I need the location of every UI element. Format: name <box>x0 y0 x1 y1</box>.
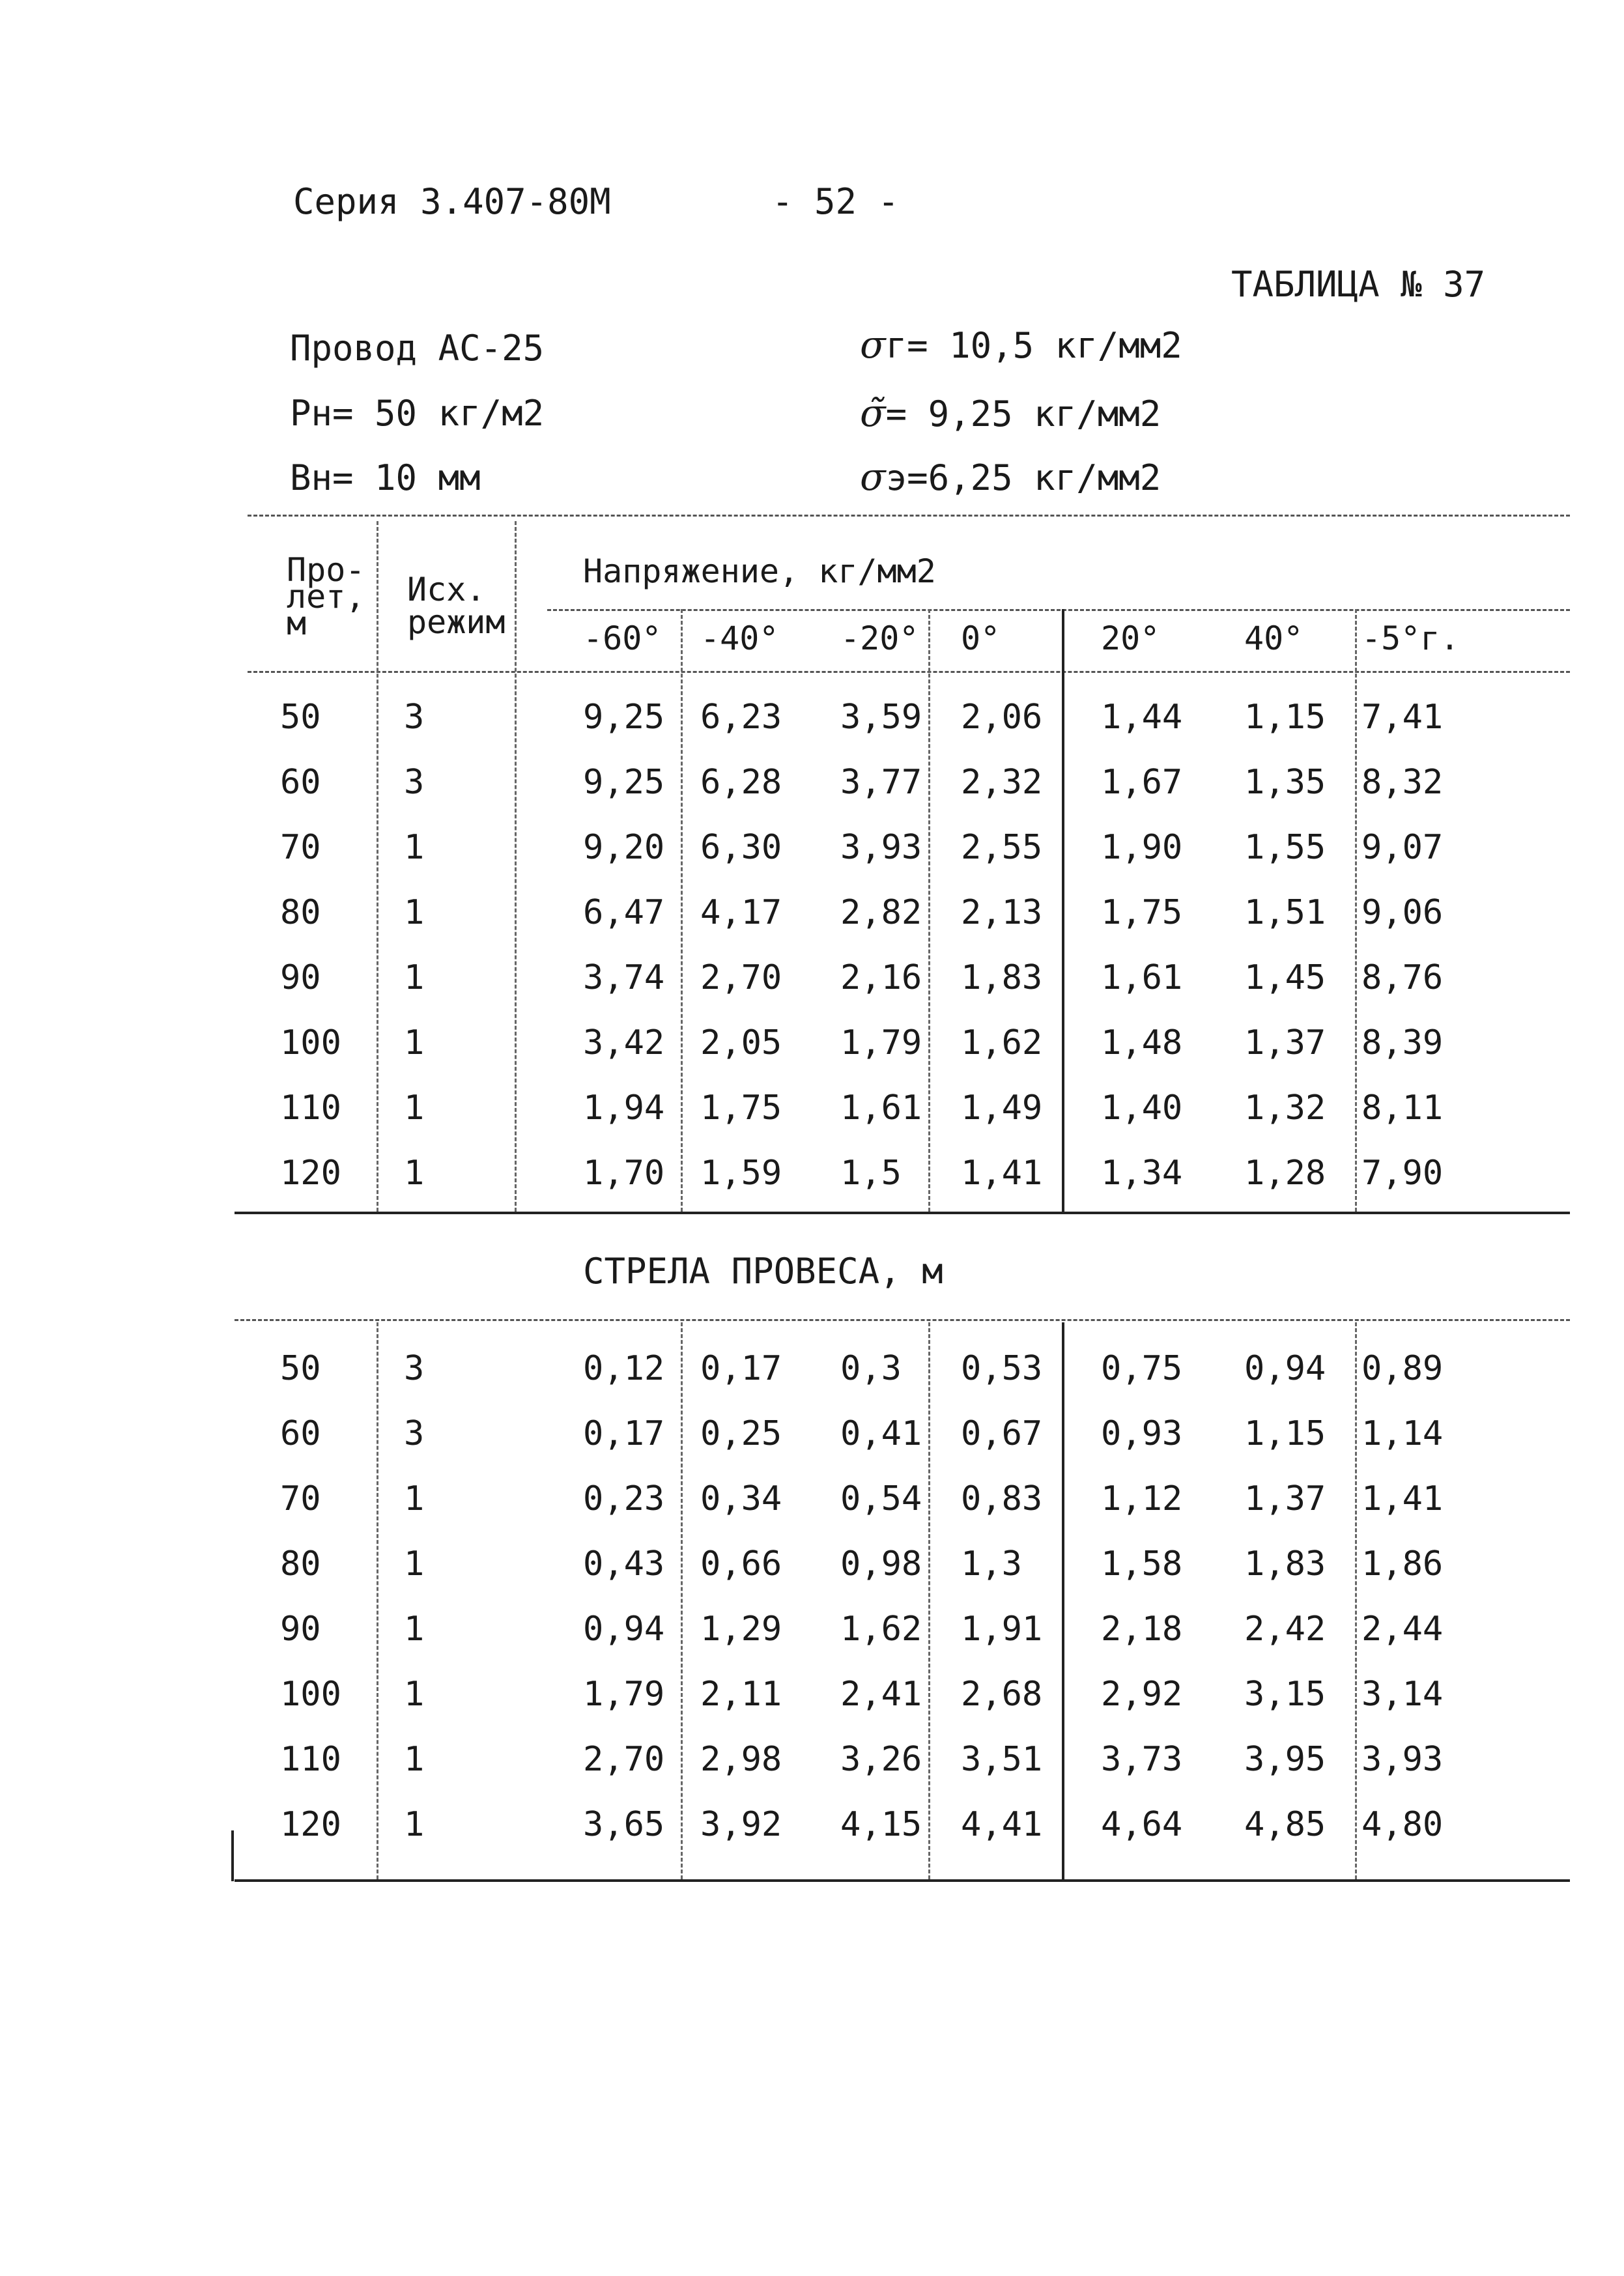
sag-value-cell: 4,64 <box>1101 1805 1183 1844</box>
sigma-g-symbol: σ <box>860 322 886 367</box>
sag-value-cell: 4,15 <box>840 1805 922 1844</box>
stress-value-cell: 2,13 <box>961 893 1043 932</box>
stress-value-cell: 8,39 <box>1361 1023 1444 1062</box>
sag-col-divider-5g <box>1355 1322 1357 1879</box>
temp-header: -40° <box>700 619 779 657</box>
sag-title: СТРЕЛА ПРОВЕСА, м <box>583 1251 943 1292</box>
sigma-minus-text: = 9,25 кг/мм2 <box>885 393 1161 434</box>
stress-value-cell: 9,20 <box>583 828 665 867</box>
col-divider-20 <box>1062 609 1064 1212</box>
stress-value-cell: 1,35 <box>1244 763 1326 802</box>
temp-header: 40° <box>1244 619 1303 657</box>
sag-span-cell: 90 <box>280 1610 321 1649</box>
sag-value-cell: 3,26 <box>840 1740 922 1779</box>
sag-value-cell: 0,94 <box>583 1610 665 1649</box>
sag-value-cell: 0,17 <box>583 1414 665 1453</box>
stress-value-cell: 9,25 <box>583 763 665 802</box>
sag-value-cell: 0,93 <box>1101 1414 1183 1453</box>
stress-value-cell: 1,32 <box>1244 1088 1326 1128</box>
stress-value-cell: 1,61 <box>840 1088 922 1128</box>
sag-col-divider-0 <box>928 1322 930 1879</box>
stress-value-cell: 7,90 <box>1361 1154 1444 1193</box>
sag-mode-cell: 1 <box>404 1544 425 1584</box>
stress-mode-cell: 1 <box>404 958 425 997</box>
header-mode: Исх. режим <box>407 571 506 641</box>
stress-mode-cell: 3 <box>404 763 425 802</box>
sag-col-divider-span <box>377 1322 378 1879</box>
sigma-e-text: э=6,25 кг/мм2 <box>885 457 1161 498</box>
stress-subheader-rule <box>547 609 1570 611</box>
sag-span-cell: 60 <box>280 1414 321 1453</box>
sigma-g-param <box>860 322 1182 367</box>
sag-value-cell: 3,73 <box>1101 1740 1183 1779</box>
sag-value-cell: 1,86 <box>1361 1544 1444 1584</box>
col-divider-5g <box>1355 609 1357 1212</box>
sag-left-edge <box>231 1830 234 1881</box>
sag-span-cell: 50 <box>280 1349 321 1388</box>
stress-value-cell: 6,23 <box>700 698 782 737</box>
sag-value-cell: 0,3 <box>840 1349 902 1388</box>
stress-value-cell: 8,76 <box>1361 958 1444 997</box>
stress-span-cell: 100 <box>280 1023 341 1062</box>
sag-value-cell: 1,12 <box>1101 1479 1183 1518</box>
col-divider-span <box>377 521 378 1212</box>
stress-value-cell: 6,30 <box>700 828 782 867</box>
table-bottom-rule <box>235 1879 1570 1882</box>
stress-value-cell: 9,25 <box>583 698 665 737</box>
stress-mode-cell: 1 <box>404 1023 425 1062</box>
temp-header: 20° <box>1101 619 1160 657</box>
stress-value-cell: 1,51 <box>1244 893 1326 932</box>
sag-value-cell: 3,92 <box>700 1805 782 1844</box>
sag-value-cell: 4,85 <box>1244 1805 1326 1844</box>
stress-value-cell: 4,17 <box>700 893 782 932</box>
stress-value-cell: 2,06 <box>961 698 1043 737</box>
sag-value-cell: 2,92 <box>1101 1675 1183 1714</box>
stress-value-cell: 1,75 <box>1101 893 1183 932</box>
stress-value-cell: 1,83 <box>961 958 1043 997</box>
sag-value-cell: 3,93 <box>1361 1740 1444 1779</box>
sag-span-cell: 110 <box>280 1740 341 1779</box>
stress-value-cell: 1,48 <box>1101 1023 1183 1062</box>
sag-col-divider-20 <box>1062 1322 1064 1879</box>
stress-value-cell: 1,75 <box>700 1088 782 1128</box>
sag-value-cell: 1,14 <box>1361 1414 1444 1453</box>
sag-value-cell: 4,41 <box>961 1805 1043 1844</box>
sag-value-cell: 2,11 <box>700 1675 782 1714</box>
sag-value-cell: 1,15 <box>1244 1414 1326 1453</box>
stress-value-cell: 1,94 <box>583 1088 665 1128</box>
sag-mode-cell: 1 <box>404 1805 425 1844</box>
stress-value-cell: 1,49 <box>961 1088 1043 1128</box>
stress-value-cell: 1,55 <box>1244 828 1326 867</box>
stress-value-cell: 1,67 <box>1101 763 1183 802</box>
sag-value-cell: 1,91 <box>961 1610 1043 1649</box>
stress-span-cell: 80 <box>280 893 321 932</box>
sag-value-cell: 0,66 <box>700 1544 782 1584</box>
header-stress-title: Напряжение, кг/мм2 <box>583 552 936 590</box>
sag-value-cell: 0,25 <box>700 1414 782 1453</box>
stress-mode-cell: 1 <box>404 1088 425 1128</box>
stress-value-cell: 2,55 <box>961 828 1043 867</box>
stress-value-cell: 2,32 <box>961 763 1043 802</box>
sag-value-cell: 0,41 <box>840 1414 922 1453</box>
stress-span-cell: 120 <box>280 1154 341 1193</box>
sag-value-cell: 0,67 <box>961 1414 1043 1453</box>
col-divider-40 <box>681 609 683 1212</box>
stress-value-cell: 1,59 <box>700 1154 782 1193</box>
sag-value-cell: 0,34 <box>700 1479 782 1518</box>
stress-value-cell: 6,28 <box>700 763 782 802</box>
sag-value-cell: 2,98 <box>700 1740 782 1779</box>
stress-value-cell: 7,41 <box>1361 698 1444 737</box>
sag-value-cell: 1,79 <box>583 1675 665 1714</box>
col-divider-0 <box>928 609 930 1212</box>
table-top-rule <box>248 515 1570 517</box>
series-title: Серия 3.407-80М <box>293 181 611 222</box>
sag-value-cell: 2,42 <box>1244 1610 1326 1649</box>
stress-value-cell: 1,61 <box>1101 958 1183 997</box>
sag-mode-cell: 3 <box>404 1414 425 1453</box>
col-divider-mode <box>515 521 517 1212</box>
stress-value-cell: 1,62 <box>961 1023 1043 1062</box>
sag-span-cell: 100 <box>280 1675 341 1714</box>
stress-value-cell: 9,06 <box>1361 893 1444 932</box>
stress-value-cell: 9,07 <box>1361 828 1444 867</box>
stress-value-cell: 3,42 <box>583 1023 665 1062</box>
sigma-e-symbol: σ <box>860 455 886 499</box>
header-span: Про- лет, м <box>287 551 365 642</box>
stress-value-cell: 1,28 <box>1244 1154 1326 1193</box>
sag-top-rule <box>235 1319 1570 1321</box>
wind-pressure: Рн= 50 кг/м2 <box>290 393 545 434</box>
sag-mode-cell: 1 <box>404 1479 425 1518</box>
sag-value-cell: 1,62 <box>840 1610 922 1649</box>
stress-span-cell: 50 <box>280 698 321 737</box>
stress-span-cell: 60 <box>280 763 321 802</box>
stress-bottom-rule <box>235 1212 1570 1214</box>
stress-value-cell: 8,32 <box>1361 763 1444 802</box>
sigma-minus-symbol: σ̃ <box>860 391 886 435</box>
sag-value-cell: 0,43 <box>583 1544 665 1584</box>
sag-mode-cell: 1 <box>404 1740 425 1779</box>
sag-value-cell: 3,65 <box>583 1805 665 1844</box>
sag-value-cell: 1,58 <box>1101 1544 1183 1584</box>
stress-value-cell: 2,82 <box>840 893 922 932</box>
stress-value-cell: 3,59 <box>840 698 922 737</box>
temp-header: -5°г. <box>1361 619 1460 657</box>
sag-value-cell: 0,75 <box>1101 1349 1183 1388</box>
table-label: ТАБЛИЦА № 37 <box>1231 264 1486 305</box>
sag-mode-cell: 1 <box>404 1675 425 1714</box>
sigma-g-text: г= 10,5 кг/мм2 <box>885 325 1182 366</box>
stress-value-cell: 1,90 <box>1101 828 1183 867</box>
sag-mode-cell: 3 <box>404 1349 425 1388</box>
stress-value-cell: 2,70 <box>700 958 782 997</box>
stress-value-cell: 8,11 <box>1361 1088 1444 1128</box>
stress-mode-cell: 3 <box>404 698 425 737</box>
temp-header: -20° <box>840 619 919 657</box>
header-bottom-rule <box>248 671 1570 673</box>
stress-mode-cell: 1 <box>404 828 425 867</box>
sag-value-cell: 0,17 <box>700 1349 782 1388</box>
sag-value-cell: 2,44 <box>1361 1610 1444 1649</box>
stress-value-cell: 3,74 <box>583 958 665 997</box>
stress-value-cell: 2,05 <box>700 1023 782 1062</box>
sigma-minus-param <box>860 391 1161 435</box>
temp-header: -60° <box>583 619 662 657</box>
sag-value-cell: 3,51 <box>961 1740 1043 1779</box>
sag-mode-cell: 1 <box>404 1610 425 1649</box>
stress-span-cell: 70 <box>280 828 321 867</box>
stress-value-cell: 2,16 <box>840 958 922 997</box>
sag-value-cell: 0,12 <box>583 1349 665 1388</box>
sag-value-cell: 1,41 <box>1361 1479 1444 1518</box>
ice-thickness: Вн= 10 мм <box>290 457 481 498</box>
stress-value-cell: 3,93 <box>840 828 922 867</box>
stress-value-cell: 1,79 <box>840 1023 922 1062</box>
stress-value-cell: 1,45 <box>1244 958 1326 997</box>
stress-value-cell: 1,44 <box>1101 698 1183 737</box>
stress-value-cell: 3,77 <box>840 763 922 802</box>
stress-value-cell: 1,41 <box>961 1154 1043 1193</box>
sag-value-cell: 1,29 <box>700 1610 782 1649</box>
sag-value-cell: 0,54 <box>840 1479 922 1518</box>
sag-value-cell: 1,83 <box>1244 1544 1326 1584</box>
stress-value-cell: 6,47 <box>583 893 665 932</box>
sag-value-cell: 0,89 <box>1361 1349 1444 1388</box>
stress-value-cell: 1,15 <box>1244 698 1326 737</box>
sag-value-cell: 2,18 <box>1101 1610 1183 1649</box>
sag-value-cell: 3,14 <box>1361 1675 1444 1714</box>
sag-col-divider-40 <box>681 1322 683 1879</box>
sag-value-cell: 0,98 <box>840 1544 922 1584</box>
sag-value-cell: 0,53 <box>961 1349 1043 1388</box>
wire-type: Провод АС-25 <box>290 328 545 369</box>
sag-value-cell: 2,41 <box>840 1675 922 1714</box>
sag-value-cell: 0,94 <box>1244 1349 1326 1388</box>
sag-value-cell: 1,3 <box>961 1544 1022 1584</box>
sag-span-cell: 70 <box>280 1479 321 1518</box>
stress-value-cell: 1,40 <box>1101 1088 1183 1128</box>
sag-value-cell: 0,83 <box>961 1479 1043 1518</box>
stress-value-cell: 1,5 <box>840 1154 902 1193</box>
stress-span-cell: 110 <box>280 1088 341 1128</box>
sag-value-cell: 2,68 <box>961 1675 1043 1714</box>
sag-value-cell: 1,37 <box>1244 1479 1326 1518</box>
sag-value-cell: 4,80 <box>1361 1805 1444 1844</box>
sag-value-cell: 2,70 <box>583 1740 665 1779</box>
stress-value-cell: 1,37 <box>1244 1023 1326 1062</box>
stress-value-cell: 1,70 <box>583 1154 665 1193</box>
sag-value-cell: 3,95 <box>1244 1740 1326 1779</box>
sag-value-cell: 0,23 <box>583 1479 665 1518</box>
stress-span-cell: 90 <box>280 958 321 997</box>
temp-header: 0° <box>961 619 1001 657</box>
sigma-e-param <box>860 455 1161 499</box>
sag-span-cell: 120 <box>280 1805 341 1844</box>
sag-span-cell: 80 <box>280 1544 321 1584</box>
sag-value-cell: 3,15 <box>1244 1675 1326 1714</box>
stress-value-cell: 1,34 <box>1101 1154 1183 1193</box>
stress-mode-cell: 1 <box>404 893 425 932</box>
stress-mode-cell: 1 <box>404 1154 425 1193</box>
page-number: - 52 - <box>772 181 900 222</box>
